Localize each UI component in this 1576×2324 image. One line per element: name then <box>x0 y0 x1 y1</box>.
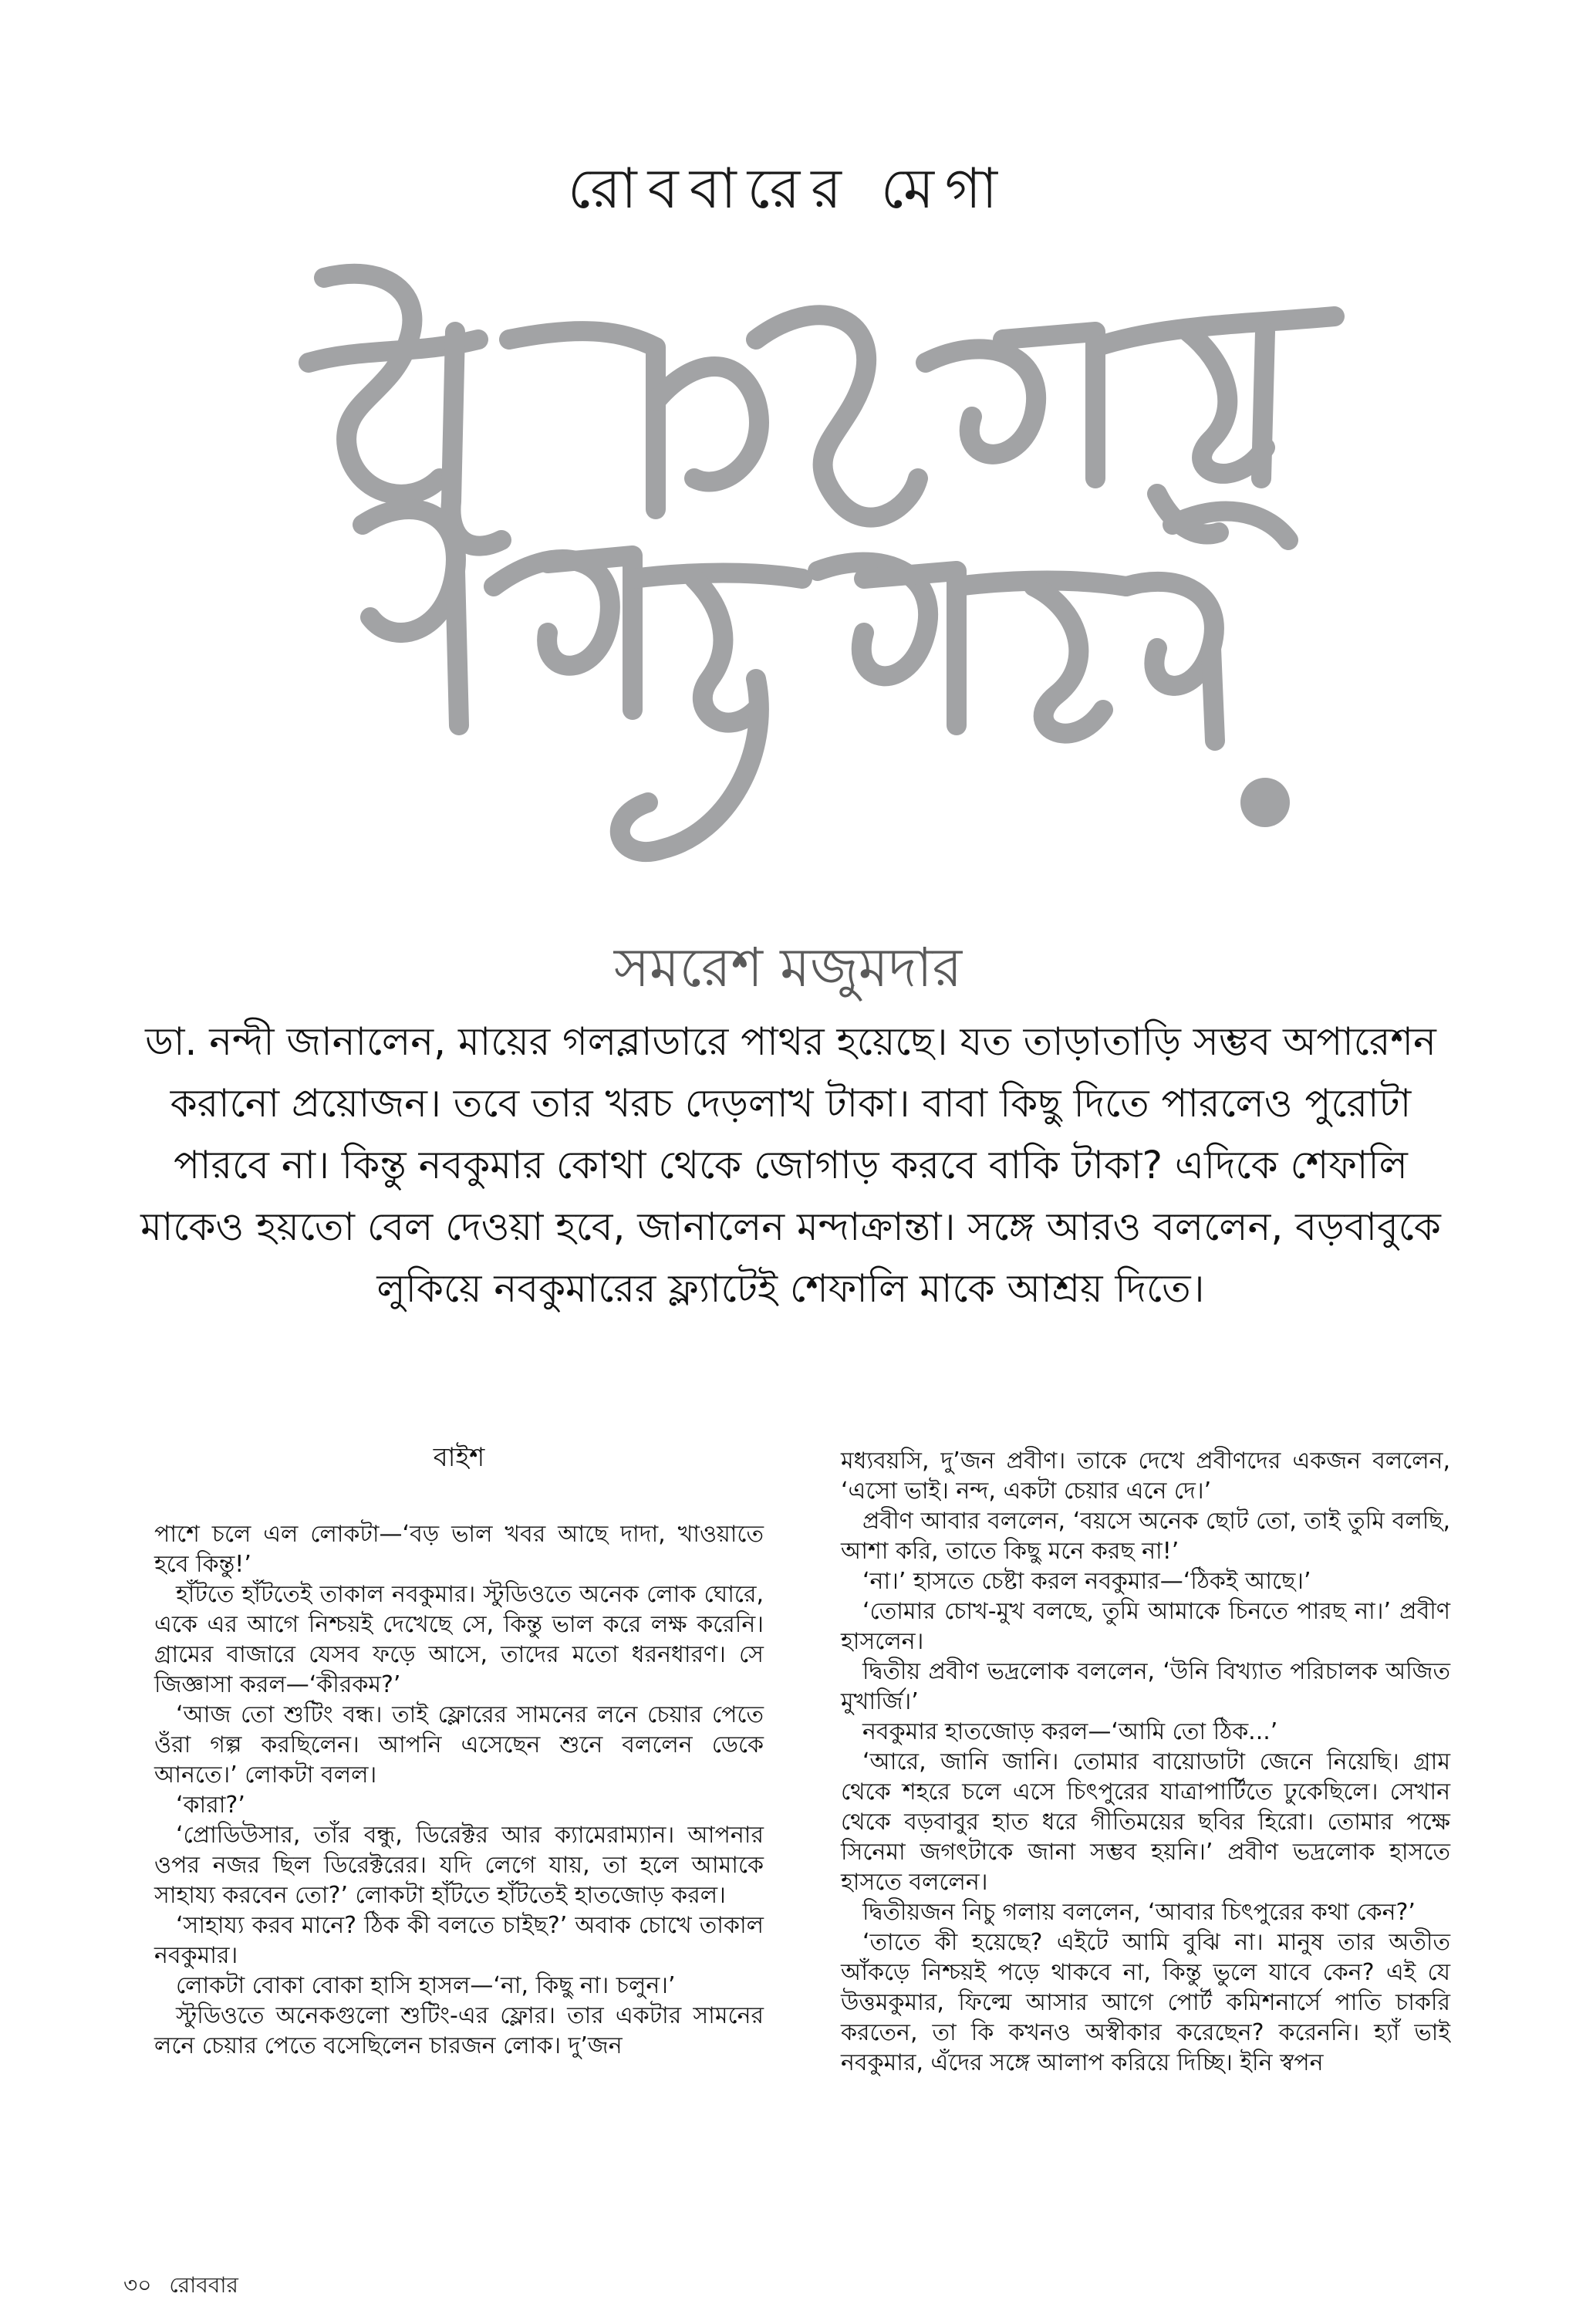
page-footer <box>123 2268 249 2305</box>
paragraph: লোকটা বোকা বোকা হাসি হাসল—‘না, কিছু না। চলুন।’ <box>176 1972 676 1999</box>
paragraph: প্রবীণ আবার বললেন, ‘বয়সে অনেক ছোট তো, তাই তুমি বলছি, আশা করি, তাতে কিছু মনে করছ না!’ <box>841 1508 1450 1565</box>
intro-summary: ডা. নন্দী জানালেন, মায়ের গলব্লাডারে পাথর হয়েছে। যত তাড়াতাড়ি সম্ভব অপারেশন করানো প্রয়োজন। তবে তার খরচ দেড়লাখ টাকা। বাবা কিছু দিতে পারলেও পুরোটা পারবে না। কিন্তু নবকুমার কোথা থেকে জোগাড় করবে বাকি টাকা? এদিকে শেফালি মাকেও হয়তো বেল দেওয়া হবে, জানালেন মন্দাক্রান্তা। সঙ্গে আরও বললেন, বড়বাবুকে লুকিয়ে নবকুমারের ফ্ল্যাটেই শেফালি মাকে আশ্রয় দিতে। <box>140 1019 1441 1311</box>
paragraph: হাঁটতে হাঁটতেই তাকাল নবকুমার। স্টুডিওতে অনেক লোক ঘোরে, একে এর আগে নিশ্চয়ই দেখেছে সে, কিন্তু ভাল করে লক্ষ করেনি। গ্রামের বাজারে যেসব ফড়ে আসে, তাদের মতো ধরনধারণ। সে জিজ্ঞাসা করল—‘কীরকম?’ <box>154 1581 764 1698</box>
series-kicker: রোববারের মেগা <box>567 156 1008 221</box>
paragraph: দ্বিতীয় প্রবীণ ভদ্রলোক বললেন, ‘উনি বিখ্যাত পরিচালক অজিত মুখার্জি।’ <box>841 1658 1450 1715</box>
text-column-right <box>841 1446 1450 2078</box>
paragraph: ‘আজ তো শুটিং বন্ধ। তাই ফ্লোরের সামনের লনে চেয়ার পেতে ওঁরা গল্প করছিলেন। আপনি এসেছেন শুনে বললেন ডেকে আনতে।’ লোকটা বলল। <box>154 1701 764 1789</box>
title-line-2 <box>363 509 1288 852</box>
paragraph: নবকুমার হাতজোড় করল—‘আমি তো ঠিক...’ <box>862 1718 1278 1745</box>
paragraph: ‘সাহায্য করব মানে? ঠিক কী বলতে চাইছ?’ অবাক চোখে তাকাল নবকুমার। <box>154 1912 764 1969</box>
magazine-name: রোববার <box>169 2272 238 2298</box>
paragraph: পাশে চলে এল লোকটা—‘বড় ভাল খবর আছে দাদা, খাওয়াতে হবে কিন্তু!’ <box>154 1521 764 1578</box>
paragraph: ‘কারা?’ <box>176 1792 245 1819</box>
paragraph: দ্বিতীয়জন নিচু গলায় বললেন, ‘আবার চিৎপুরের কথা কেন?’ <box>862 1899 1416 1926</box>
paragraph: ‘প্রোডিউসার, তাঁর বন্ধু, ডিরেক্টর আর ক্যামেরাম্যান। আপনার ওপর নজর ছিল ডিরেক্টরের। যদি লেগে যায়, তা হলে আমাকে সাহায্য করবেন তো?’ লোকটা হাঁটতে হাঁটতেই হাতজোড় করল। <box>154 1822 764 1909</box>
calligraphic-title-icon <box>293 247 1358 926</box>
paragraph: ‘তোমার চোখ-মুখ বলছে, তুমি আমাকে চিনতে পারছ না।’ প্রবীণ হাসলেন। <box>841 1598 1450 1655</box>
paragraph: ‘আরে, জানি জানি। তোমার বায়োডাটা জেনে নিয়েছি। গ্রাম থেকে শহরে চলে এসে চিৎপুরের যাত্রাপার্টিতে ঢুকেছিলে। সেখান থেকে বড়বাবুর হাত ধরে গীতিময়ের ছবির হিরো। তোমার পক্ষে সিনেমা জগৎটাকে জানা সম্ভব হয়নি।’ প্রবীণ ভদ্রলোক হাসতে হাসতে বললেন। <box>841 1748 1450 1896</box>
title-line-1 <box>309 274 1335 546</box>
paragraph: ‘তাতে কী হয়েছে? এইটে আমি বুঝি না। মানুষ তার অতীত আঁকড়ে নিশ্চয়ই পড়ে থাকবে না, কিন্তু ভুলে যাবে কেন? এই যে উত্তমকুমার, ফিল্মে আসার আগে পোর্ট কমিশনার্সে পাতি চাকরি করতেন, তা কি কখনও অস্বীকার করেছেন? করেননি। হ্যাঁ ভাই নবকুমার, এঁদের সঙ্গে আলাপ করিয়ে দিচ্ছি। ইনি স্বপন <box>841 1929 1450 2076</box>
author-byline: সমরেশ মজুমদার <box>613 936 963 999</box>
paragraph: ‘না।’ হাসতে চেষ্টা করল নবকুমার—‘ঠিকই আছে।’ <box>862 1568 1311 1595</box>
chapter-heading: বাইশ <box>433 1442 485 1473</box>
page-number: ৩০ <box>123 2272 152 2298</box>
text-column-left <box>154 1443 764 2061</box>
paragraph: স্টুডিওতে অনেকগুলো শুটিং-এর ফ্লোর। তার একটার সামনের লনে চেয়ার পেতে বসেছিলেন চারজন লোক। দু’জন <box>154 2002 764 2059</box>
paragraph: মধ্যবয়সি, দু’জন প্রবীণ। তাকে দেখে প্রবীণদের একজন বললেন, ‘এসো ভাই। নন্দ, একটা চেয়ার এনে দে।’ <box>841 1447 1450 1505</box>
